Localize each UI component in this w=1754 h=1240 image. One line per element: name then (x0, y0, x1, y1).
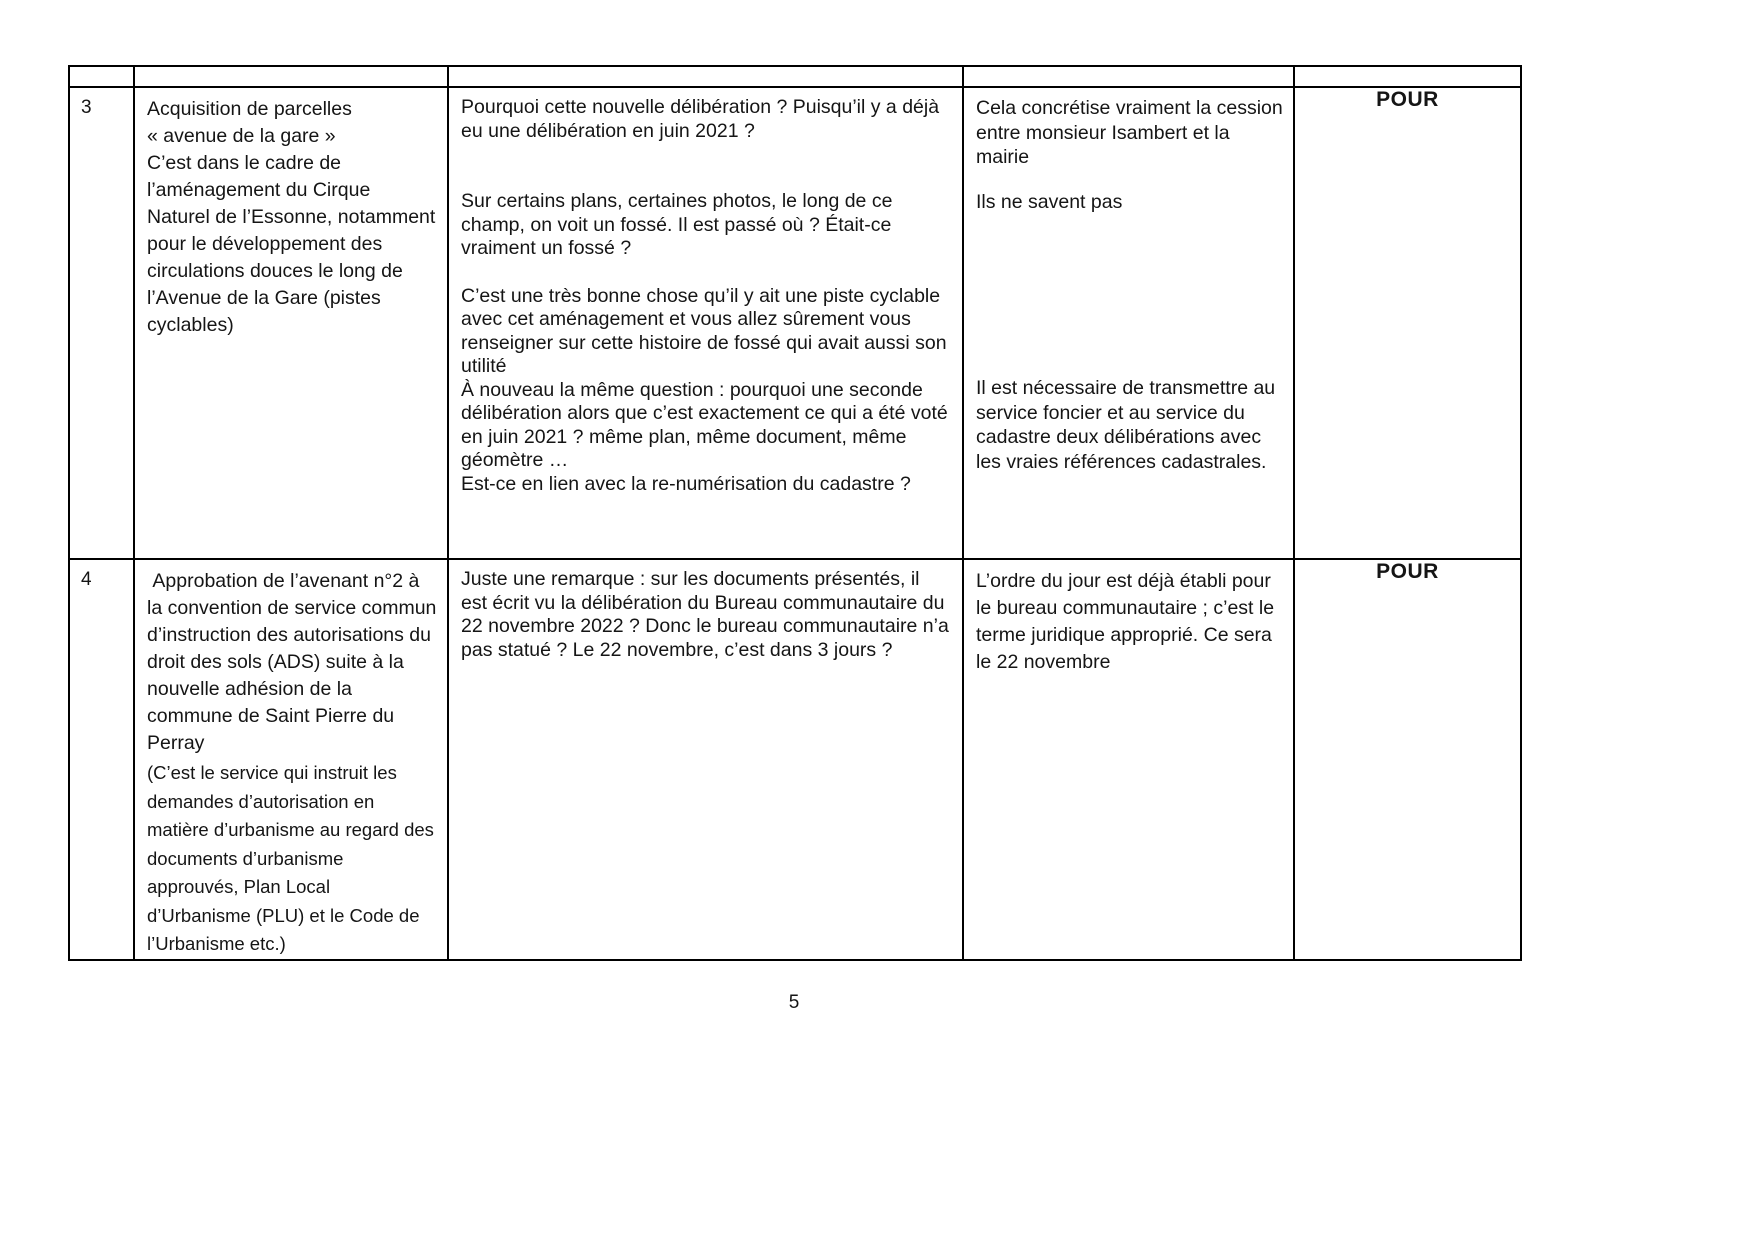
header-cell-answers (963, 66, 1294, 87)
header-cell-vote (1294, 66, 1521, 87)
answers-cell (963, 87, 1294, 559)
subject-text: Approbation de l’avenant n°2 à la convention de service commun d’instruction des autorisations du droit des sols (ADS) suite à la nouvelle adhésion de la commune de Saint Pierre du Perray (147, 570, 442, 754)
question-paragraph: Juste une remarque : sur les documents présentés, il est écrit vu la délibération du Bureau communautaire du 22 novembre 2022 ? Donc le bureau communautaire n’a pas statué ? Le 22 novembre, c’est dans 3 jours ? (461, 568, 949, 661)
item-number-cell (69, 87, 134, 559)
question-paragraph: Pourquoi cette nouvelle délibération ? Puisqu’il y a déjà eu une délibération en juin 2021 ? (461, 96, 940, 142)
header-cell-number (69, 66, 134, 87)
page-number: 5 (788, 992, 800, 1013)
answer-paragraph: L’ordre du jour est déjà établi pour le bureau communautaire ; c’est le terme juridique approprié. Ce sera le 22 novembre (976, 570, 1275, 673)
answer-paragraph: Cela concrétise vraiment la cession entre monsieur Isambert et la mairie (976, 97, 1283, 168)
header-cell-questions (448, 66, 963, 87)
questions-cell (448, 559, 963, 960)
item-number: 4 (81, 569, 92, 590)
vote-cell (1294, 87, 1521, 559)
item-number-cell (69, 559, 134, 960)
table-header-row (69, 66, 1521, 87)
questions-cell (448, 87, 963, 559)
answer-paragraph: Ils ne savent pas (976, 190, 1123, 213)
answers-cell (963, 559, 1294, 960)
header-cell-subject (134, 66, 448, 87)
question-paragraph: C’est une très bonne chose qu’il y ait une piste cyclable avec cet aménagement et vous allez sûrement vous renseigner sur cette histoire de fossé qui avait aussi son utilité (461, 284, 947, 377)
answer-paragraph: Il est nécessaire de transmettre au service foncier et au service du cadastre deux délibérations avec les vraies références cadastrales. (976, 377, 1276, 473)
subject-cell (134, 87, 448, 559)
table-row-item-4 (69, 559, 1521, 960)
question-paragraph: À nouveau la même question : pourquoi une seconde délibération alors que c’est exactement ce qui a été voté en juin 2021 ? même plan, même document, même géomètre … (461, 378, 948, 471)
question-paragraph: Sur certains plans, certaines photos, le long de ce champ, on voit un fossé. Il est passé où ? Était-ce vraiment un fossé ? (461, 190, 893, 259)
subject-text: Acquisition de parcelles « avenue de la gare » C’est dans le cadre de l’aménagement du Cirque Naturel de l’Essonne, notamment pour le développement des circulations douces le long de l’Avenue de la Gare (pistes cyclables) (147, 98, 436, 336)
table-row-item-3 (69, 87, 1521, 559)
item-number: 3 (81, 97, 92, 118)
subject-note-text: (C’est le service qui instruit les demandes d’autorisation en matière d’urbanisme au regard des documents d’urbanisme approuvés, Plan Local d’Urbanisme (PLU) et le Code de l’Urbanisme etc.) (147, 762, 434, 954)
vote-value: POUR (1376, 88, 1439, 111)
vote-value: POUR (1376, 560, 1439, 583)
question-paragraph: Est-ce en lien avec la re-numérisation du cadastre ? (461, 472, 911, 495)
deliberations-table (68, 65, 1522, 961)
vote-cell (1294, 559, 1521, 960)
subject-cell (134, 559, 448, 960)
